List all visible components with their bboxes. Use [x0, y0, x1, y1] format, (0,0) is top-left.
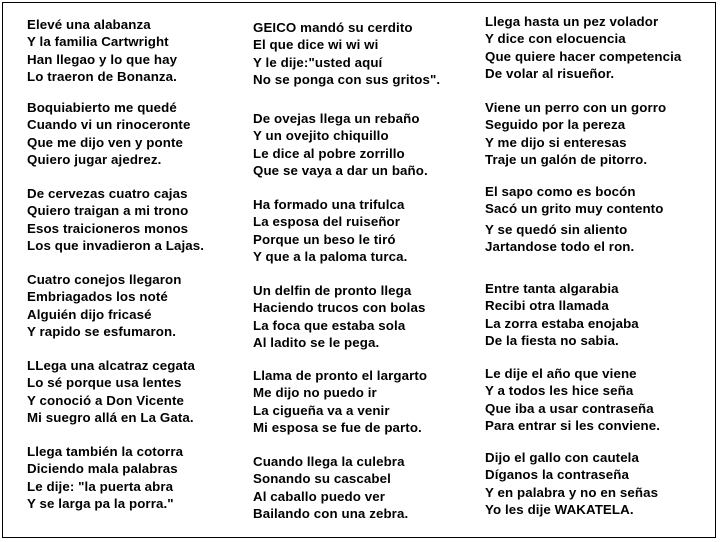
verse-line: Y dice con elocuencia	[485, 31, 626, 47]
verse-line: De volar al risueñor.	[485, 66, 615, 82]
verse-line: Cuando vi un rinoceronte	[27, 117, 191, 133]
verse-line: Un delfin de pronto llega	[253, 283, 412, 298]
verse-line: Cuando llega la culebra	[253, 454, 405, 469]
verse-line: No se ponga con sus gritos".	[253, 72, 441, 88]
verse-line: Viene un perro con un gorro	[485, 100, 667, 115]
verse-line: Para entrar si les conviene.	[485, 418, 661, 434]
verse-line: Y me dijo si enteresas	[485, 134, 627, 150]
verse-line: Que se vaya a dar un baño.	[253, 163, 428, 179]
verse-line: Sonando su cascabel	[253, 471, 391, 487]
verse-line: Y un ovejito chiquillo	[253, 128, 389, 144]
verse-line: Me dijo no puedo ir	[253, 385, 377, 401]
verse-line: La esposa del ruiseñor	[253, 214, 401, 230]
verse-line: GEICO mandó su cerdito	[253, 20, 413, 35]
verse-line: Que me dijo ven y ponte	[27, 134, 183, 150]
verse-line: Lo traeron de Bonanza.	[27, 69, 177, 85]
verse-line: Entre tanta algarabia	[485, 281, 619, 296]
verse-line: Y en palabra y no en señas	[485, 484, 659, 500]
verse-line: Han llegao y lo que hay	[27, 51, 178, 67]
verse-line: Diciendo mala palabras	[27, 461, 178, 477]
verse-line: Y rapido se esfumaron.	[27, 324, 177, 340]
verse-line: Que iba a usar contraseña	[485, 400, 654, 416]
verse-line: Al caballo puedo ver	[253, 488, 386, 504]
verse-line: Llega también la cotorra	[27, 444, 184, 459]
verse-line: De la fiesta no sabia.	[485, 333, 619, 349]
verse-line: Yo les dije WAKATELA.	[485, 502, 634, 518]
verse-line: Porque un beso le tiró	[253, 231, 396, 247]
verse-line: Y se larga pa la porra."	[27, 496, 174, 512]
verse-line: Que quiere hacer competencia	[485, 48, 682, 64]
verse-line: Le dije: "la puerta abra	[27, 478, 174, 494]
verse-line: Y se quedó sin aliento	[485, 221, 628, 237]
verse-line: Traje un galón de pitorro.	[485, 152, 648, 168]
verse-line: Haciendo trucos con bolas	[253, 300, 426, 316]
verse-line: El sapo como es bocón	[485, 184, 636, 199]
verse-line: Llama de pronto el largarto	[253, 368, 428, 383]
verse-line: Los que invadieron a Lajas.	[27, 238, 205, 254]
verse-line: Jartandose todo el ron.	[485, 239, 635, 255]
verse-line: Lo sé porque usa lentes	[27, 375, 182, 391]
verse-line: Le dije el año que viene	[485, 366, 637, 381]
verse-line: Alguién dijo fricasé	[27, 306, 152, 322]
verse-line: Al ladito se le pega.	[253, 335, 380, 351]
verse-line: De cervezas cuatro cajas	[27, 186, 188, 201]
verse-line: Mi suegro allá en La Gata.	[27, 410, 194, 426]
verse-line: Y le dije:"usted aquí	[253, 54, 383, 70]
verse-line: Quiero traigan a mi trono	[27, 203, 189, 219]
verse-line: De ovejas llega un rebaño	[253, 111, 420, 126]
verse-line: Mi esposa se fue de parto.	[253, 420, 422, 436]
verse-line: Ha formado una trifulca	[253, 197, 405, 212]
verse-line: Y a todos les hice seña	[485, 383, 634, 399]
verse-line: Llega hasta un pez volador	[485, 14, 659, 29]
verse-line: Quiero jugar ajedrez.	[27, 152, 162, 168]
verse-line: Embriagados los noté	[27, 289, 168, 305]
poem-frame	[2, 2, 716, 538]
verse-line: Y conoció a Don Vicente	[27, 392, 184, 408]
verse-line: Bailando con una zebra.	[253, 506, 409, 522]
verse-line: LLega una alcatraz cegata	[27, 358, 196, 373]
verse-line: Cuatro conejos llegaron	[27, 272, 182, 287]
verse-line: Sacó un grito muy contento	[485, 201, 664, 217]
verse-line: Esos traicioneros monos	[27, 220, 189, 236]
verse-line: Y que a la paloma turca.	[253, 249, 408, 265]
verse-line: Elevé una alabanza	[27, 17, 151, 32]
verse-line: La foca que estaba sola	[253, 317, 406, 333]
verse-line: Seguido por la pereza	[485, 117, 626, 133]
verse-line: Y la familia Cartwright	[27, 34, 169, 50]
verse-line: La zorra estaba enojaba	[485, 315, 639, 331]
verse-line: La cigueña va a venir	[253, 402, 390, 418]
verse-line: Dijo el gallo con cautela	[485, 450, 639, 465]
verse-line: Le dice al pobre zorrillo	[253, 145, 405, 161]
verse-line: Boquiabierto me quedé	[27, 100, 177, 115]
verse-line: El que dice wi wi wi	[253, 37, 379, 53]
verse-line: Recibi otra llamada	[485, 298, 609, 314]
verse-line: Díganos la contraseña	[485, 467, 629, 483]
